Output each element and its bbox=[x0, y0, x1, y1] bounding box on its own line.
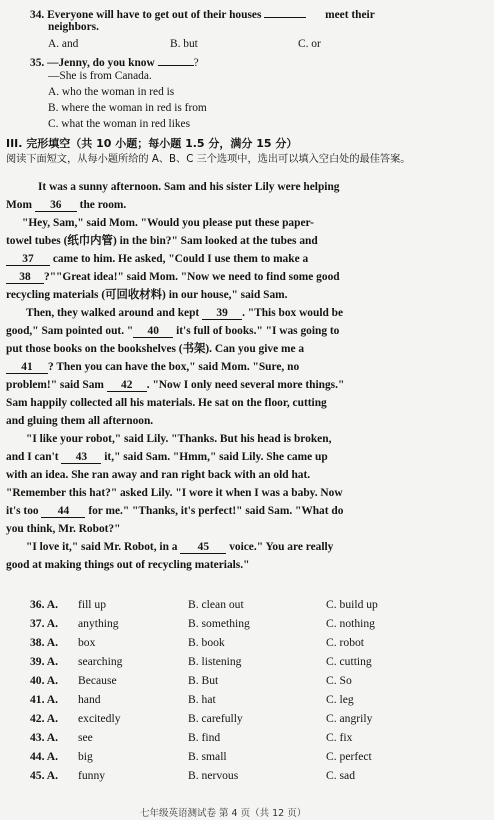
option-b: B. carefully bbox=[188, 712, 243, 725]
option-c: C. So bbox=[326, 674, 352, 687]
option-b: B. clean out bbox=[188, 598, 244, 611]
option-c: C. cutting bbox=[326, 655, 372, 668]
blank-43: 43 bbox=[61, 451, 101, 464]
answer-number: 45. A. bbox=[30, 769, 59, 782]
q35-prompt-end: ? bbox=[193, 57, 199, 69]
answer-number: 36. A. bbox=[30, 598, 59, 611]
passage-text: Then, they walked around and kept bbox=[26, 307, 200, 319]
option-a: big bbox=[78, 750, 93, 763]
option-a: funny bbox=[78, 769, 106, 782]
blank-39: 39 bbox=[202, 307, 242, 320]
q35-option-a: A. who the woman in red is bbox=[48, 86, 175, 98]
blank-45: 45 bbox=[180, 541, 226, 554]
passage-line: "Hey, Sam," said Mom. "Would you please put these paper- bbox=[22, 217, 314, 229]
passage-text: it's too bbox=[6, 505, 39, 517]
passage-text: problem!" said Sam bbox=[6, 379, 104, 391]
passage-line: good at making things out of recycling materials." bbox=[6, 559, 250, 571]
q35-option-b: B. where the woman in red is from bbox=[48, 102, 207, 114]
passage-text: came to him. He asked, "Could I use them to make a bbox=[52, 253, 309, 265]
passage-line bbox=[26, 306, 343, 320]
answer-number: 42. A. bbox=[30, 712, 59, 725]
blank-36: 36 bbox=[35, 199, 77, 212]
q34-text: 34. Everyone will have to get out of their houses bbox=[30, 9, 262, 21]
option-a: see bbox=[78, 731, 93, 744]
blank-38: 38 bbox=[6, 271, 44, 284]
blank-37: 37 bbox=[6, 253, 50, 266]
passage-line: It was a sunny afternoon. Sam and his sister Lily were helping bbox=[38, 181, 340, 193]
passage-line bbox=[6, 378, 344, 392]
passage-line: put those books on the bookshelves (书架). Can you give me a bbox=[6, 343, 305, 355]
option-c: C. fix bbox=[326, 731, 353, 744]
passage-line: towel tubes (纸巾内管) in the bin?" Sam looked at the tubes and bbox=[6, 235, 318, 247]
q35-reply: —She is from Canada. bbox=[48, 70, 152, 82]
answer-number: 38. A. bbox=[30, 636, 59, 649]
q35-option-c: C. what the woman in red likes bbox=[48, 118, 191, 130]
q35-prompt: 35. —Jenny, do you know bbox=[30, 57, 155, 69]
passage-line bbox=[6, 450, 328, 464]
passage-text: good," Sam pointed out. " bbox=[6, 325, 134, 337]
passage-text: and I can't bbox=[6, 451, 59, 463]
section-instruction: 阅读下面短文，从每小题所给的 A、B、C 三个选项中，选出可以填入空白处的最佳答案。 bbox=[6, 154, 411, 165]
answer-row-39 bbox=[30, 655, 470, 672]
option-c: C. angrily bbox=[326, 712, 373, 725]
passage-line: you think, Mr. Robot?" bbox=[6, 523, 121, 535]
q34-text3: neighbors. bbox=[48, 21, 99, 33]
passage-line: and gluing them all afternoon. bbox=[6, 415, 154, 427]
passage-text: it's full of books." "I was going to bbox=[176, 325, 340, 337]
passage-text: Mom bbox=[6, 199, 32, 211]
passage-line: "I like your robot," said Lily. "Thanks. But his head is broken, bbox=[26, 433, 332, 445]
option-a: fill up bbox=[78, 598, 107, 611]
option-b: B. nervous bbox=[188, 769, 239, 782]
option-b: B. something bbox=[188, 617, 250, 630]
answer-row-40 bbox=[30, 674, 470, 691]
blank-42: 42 bbox=[107, 379, 147, 392]
passage-line bbox=[6, 270, 340, 284]
passage-line bbox=[6, 252, 308, 266]
answer-row-36 bbox=[30, 598, 470, 615]
passage-text: . "This box would be bbox=[242, 307, 344, 319]
passage-line: "Remember this hat?" asked Lily. "I wore it when I was a baby. Now bbox=[6, 487, 343, 499]
passage-text: the room. bbox=[79, 199, 127, 211]
passage-text: "I love it," said Mr. Robot, in a bbox=[26, 541, 178, 553]
option-a: hand bbox=[78, 693, 101, 706]
option-c: C. sad bbox=[326, 769, 355, 782]
option-c: C. leg bbox=[326, 693, 354, 706]
q35-blank bbox=[158, 53, 194, 66]
blank-40: 40 bbox=[133, 325, 173, 338]
answer-number: 39. A. bbox=[30, 655, 59, 668]
option-a: anything bbox=[78, 617, 119, 630]
answer-row-42 bbox=[30, 712, 470, 729]
option-b: B. small bbox=[188, 750, 227, 763]
option-b: B. find bbox=[188, 731, 221, 744]
passage-line bbox=[6, 504, 343, 518]
option-a: excitedly bbox=[78, 712, 121, 725]
passage-text: ?""Great idea!" said Mom. "Now we need to find some good bbox=[44, 271, 340, 283]
q34-option-c: C. or bbox=[298, 38, 321, 50]
answer-number: 37. A. bbox=[30, 617, 59, 630]
option-b: B. But bbox=[188, 674, 219, 687]
passage-line bbox=[6, 360, 299, 374]
passage-line: with an idea. She ran away and ran right back with an old hat. bbox=[6, 469, 311, 481]
option-c: C. robot bbox=[326, 636, 365, 649]
answer-number: 40. A. bbox=[30, 674, 59, 687]
passage-text: ? Then you can have the box," said Mom. "Sure, no bbox=[48, 361, 300, 373]
option-b: B. listening bbox=[188, 655, 242, 668]
option-a: box bbox=[78, 636, 96, 649]
passage-text: it," said Sam. "Hmm," said Lily. She came up bbox=[104, 451, 328, 463]
passage-line: recycling materials (可回收材料) in our house," said Sam. bbox=[6, 289, 288, 301]
blank-44: 44 bbox=[41, 505, 85, 518]
answer-row-37 bbox=[30, 617, 470, 634]
section-title: III. 完形填空（共 10 小题；每小题 1.5 分，满分 15 分） bbox=[6, 137, 298, 150]
option-b: B. book bbox=[188, 636, 225, 649]
option-b: B. hat bbox=[188, 693, 216, 706]
passage-line bbox=[6, 198, 126, 212]
passage-text: for me." "Thanks, it's perfect!" said Sam. "What do bbox=[88, 505, 344, 517]
answer-number: 44. A. bbox=[30, 750, 59, 763]
answer-row-45 bbox=[30, 769, 470, 786]
answer-row-43 bbox=[30, 731, 470, 748]
answer-row-38 bbox=[30, 636, 470, 653]
option-a: searching bbox=[78, 655, 123, 668]
option-c: C. perfect bbox=[326, 750, 372, 763]
answer-number: 43. A. bbox=[30, 731, 59, 744]
passage-text: . "Now I only need several more things." bbox=[146, 379, 345, 391]
q34-option-b: B. but bbox=[170, 38, 198, 50]
passage-text: voice." You are really bbox=[229, 541, 334, 553]
q34-option-a: A. and bbox=[48, 38, 79, 50]
blank-41: 41 bbox=[6, 361, 48, 374]
answer-number: 41. A. bbox=[30, 693, 59, 706]
passage-line bbox=[6, 324, 339, 338]
answer-row-41 bbox=[30, 693, 470, 710]
option-a: Because bbox=[78, 674, 117, 687]
q35-line1 bbox=[30, 53, 199, 70]
option-c: C. nothing bbox=[326, 617, 375, 630]
passage-line: Sam happily collected all his materials. He sat on the floor, cutting bbox=[6, 397, 327, 409]
page-footer: 七年级英语测试卷 第 4 页（共 12 页） bbox=[140, 808, 307, 819]
passage-line bbox=[26, 540, 333, 554]
q34-text2: meet their bbox=[325, 9, 375, 21]
answer-row-44 bbox=[30, 750, 470, 767]
q34-blank bbox=[264, 5, 306, 18]
option-c: C. build up bbox=[326, 598, 378, 611]
